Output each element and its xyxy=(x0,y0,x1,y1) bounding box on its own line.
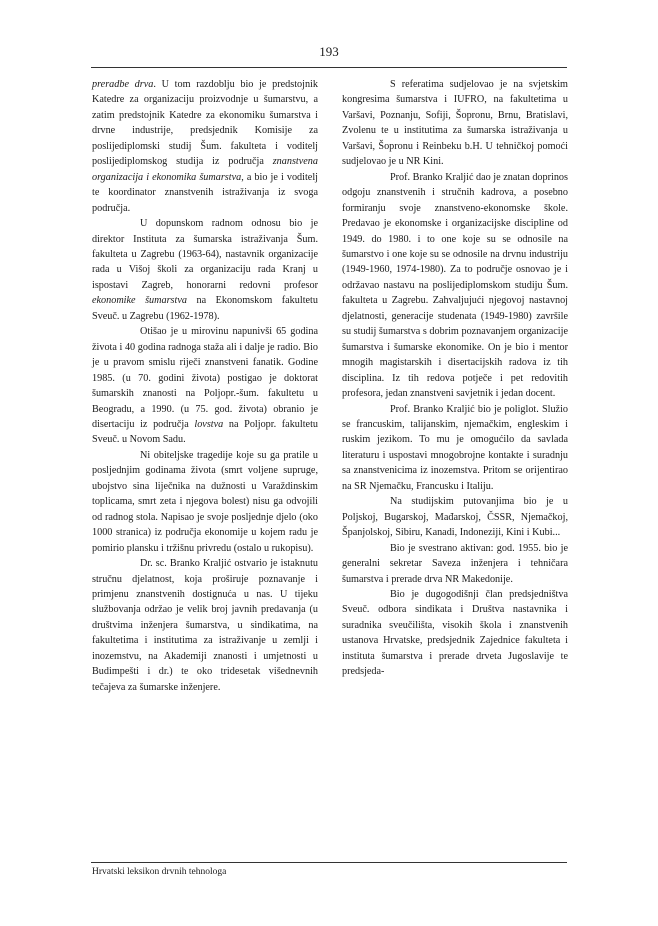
text-run: Na studijskim putovanjima bio je u Poljskoj, Bugarskoj, Mađarskoj, ČSSR, Njemačkoj, Španjolskoj, Sibiru, Kanadi, Indoneziji, Kini i Kubi... xyxy=(342,496,568,539)
text-run: Ni obiteljske tragedije koje su ga pratile u posljednjim godinama života (smrt voljene supruge, ubojstvo sina liječnika na dužnosti u Varaždinskim toplicama, smrt zeta i njegova bolest) nisu ga odvojili od radnog stola. Napisao je svoje posljednje djelo (oko 1000 stranica) iz područja ekonomije u kojem radu je pomirio plansku i tržišnu privredu (ostalo u rukopisu). xyxy=(92,449,318,554)
paragraph xyxy=(92,556,318,695)
text-run: Prof. Branko Kraljić bio je poliglot. Služio se francuskim, talijanskim, njemačkim, engleskim i ruskim jezikom. To mu je omogućilo da savlada literaturu i uspostavi mnogobrojne kontakte i suradnju sa znanstvenicima iz inozemstva. Pritom se orijentirao na SR Njemačku, Francusku i Italiju. xyxy=(342,403,568,492)
right-column xyxy=(342,77,568,680)
text-run: S referatima sudjelovao je na svjetskim kongresima šumarstva i IUFRO, na fakultetima u Varšavi, Poznanju, Sofiji, Šopronu, Brnu, Bratislavi, Zvolenu te u institutima za šumarska istraživanja u Varšavi, Šopronu i Reinbeku b.H. U tehničkoj pomoći sudjelovao je u NR Kini. xyxy=(342,79,568,168)
page-number: 193 xyxy=(319,44,339,59)
text-run: Dr. sc. Branko Kraljić ostvario je istaknutu stručnu djelatnost, koja proširuje poznavanje i primjenu znanstvenih dostignuća u nas. U tijeku službovanja održao je velik broj javnih predavanja (u društvima inženjera šumarstva, u sindikatima, na fakultetima i institutima za istraživanje u zemlji i inozemstvu, na Akademiji znanosti i umjetnosti u Budimpešti i dr.) te oko tridesetak višednevnih tečajeva za šumarske inženjere. xyxy=(92,558,318,693)
paragraph xyxy=(92,448,318,556)
text-run: , a bio je i voditelj te koordinator znanstvenih istraživanja iz svoga područja. xyxy=(92,171,318,214)
text-run: Prof. Branko Kraljić dao je znatan doprinos odgoju znanstvenih i stručnih kadrova, a posebno formiranju svoje znanstveno-ekonomske škole. Predavao je ekonomske i organizacijske discipline od 1949. do 1980. i to one koje su se odnosile na šumarstvo i one koje su se odnosile na drvnu industriju (1949-1960, 1974-1980). Za to područje osnovao je i održavao nastavu na poslijediplomskom studiju Šum. fakulteta u Zagrebu. Zahvaljujući njegovoj nastavnoj djelatnosti, generacije studenata (1949-1980) završile su studij šumarstva s dobrim poznavanjem organizacije šumarstva i šumarske ekonomike. On je bio i mentor mnogih magistarskih i disertacijskih radova iz tih disciplina. Iz tih redova potječe i pet redovitih profesora, jedan znanstveni savjetnik i jedan docent. xyxy=(342,171,568,400)
text-run: . U tom razdoblju bio je predstojnik Katedre za organizaciju proizvodnje u šumarstvu, a zatim predstojnik Katedre za ekonomiku šumarstva i drvne industrije, predsjednik Komisije za poslijediplomski studij Šum. fakulteta i voditelj poslijediplomskog studija iz područja xyxy=(92,79,318,168)
paragraph xyxy=(342,587,568,680)
paragraph xyxy=(342,494,568,540)
text-run: Bio je svestrano aktivan: god. 1955. bio je generalni sekretar Saveza inženjera i tehničara šumarstva i prerade drva NR Makedonije. xyxy=(342,542,568,585)
italic-text: lovstva xyxy=(194,418,224,430)
text-run: U dopunskom radnom odnosu bio je direktor Instituta za šumarska istraživanja Šum. fakulteta u Zagrebu (1963-64), nastavnik organizacije rada u Višoj školi za organizaciju rada Kranj u ispostavi Zagreb, honorarni redovni profesor xyxy=(92,218,318,291)
paragraph xyxy=(342,402,568,495)
paragraph xyxy=(92,216,318,324)
text-run: Bio je dugogodišnji član predsjedništva Sveuč. odbora sindikata i Društva nastavnika i suradnika sveučilišta, visokih škola i znanstvenih ustanova Hrvatske, predsjednik Zajednice fakulteta i instituta šumarstva i prerade drveta Jugoslavije te predsjeda- xyxy=(342,588,568,678)
footer-rule xyxy=(91,862,567,863)
italic-text: preradbe drva xyxy=(92,79,154,90)
paragraph xyxy=(92,324,318,448)
text-run: na Ekonomskom fakultetu Sveuč. u Zagrebu (1962-1978). xyxy=(92,295,318,322)
footer-text: Hrvatski leksikon drvnih tehnologa xyxy=(92,867,227,877)
italic-text: ekonomike šumarstva xyxy=(92,295,187,307)
header-rule xyxy=(91,67,567,68)
paragraph xyxy=(342,170,568,402)
paragraph xyxy=(92,77,318,216)
italic-text: znanstvena organizacija i ekonomika šumarstva xyxy=(92,156,318,183)
paragraph xyxy=(342,541,568,587)
left-column xyxy=(92,77,318,695)
text-run: Otišao je u mirovinu napunivši 65 godina života i 40 godina radnoga staža ali i dalje je radio. Bio je u pravom smislu riječi znanstveni fanatik. Godine 1985. (u 70. godini života) postigao je doktorat šumarskih znanosti na Poljopr.-šum. fakultetu u Beogradu, a 1990. (u 75. god. života) obranio je disertaciju iz područja xyxy=(92,326,318,430)
text-run: na Poljopr. fakultetu Sveuč. u Novom Sadu. xyxy=(92,418,318,446)
paragraph xyxy=(342,77,568,170)
